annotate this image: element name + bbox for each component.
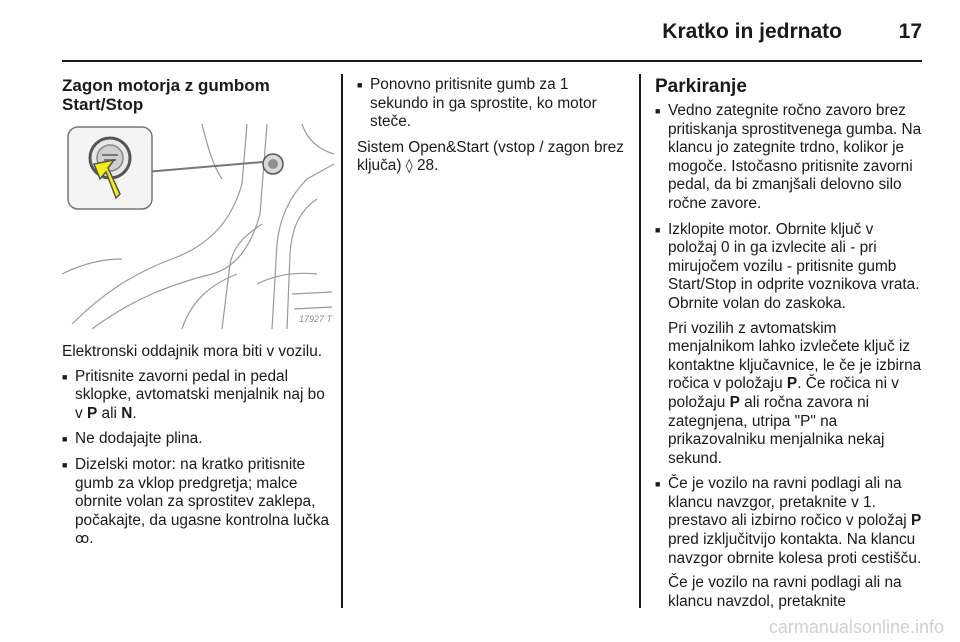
parking-heading: Parkiranje — [655, 76, 747, 97]
list-item: ■ Dizelski motor: na kratko pritisnite gumb za vklop predgretja; malce obrnite volan za sprostitev zaklepa, počakajte, da ugasne kontrolna lučka ꝏ. — [62, 456, 334, 549]
start-stop-heading: Zagon motorja z gumbom Start/Stop — [62, 76, 270, 114]
dashboard-drawing — [62, 124, 334, 329]
section-title: Kratko in jedrnato — [662, 20, 842, 43]
list-item: ■ Ne dodajajte plina. — [62, 430, 334, 449]
automatic-transmission-note: Pri vozilih z avtomatskim menjalnikom lahko izvlečete ključ iz kontaktne ključavnice, le če je izbirna ročica v položaju P. Če ročica ni v položaju P ali ročna zavora ni zategnjena, utripa "P" na prikazovalniku menjalnika nekaj sekund. — [668, 319, 922, 467]
figure-id: 17927 T — [298, 314, 332, 325]
header-rule — [62, 60, 922, 62]
list-item: ■ Pritisnite zavorni pedal in pedal sklopke, avtomatski menjalnik naj bo v P ali N. — [62, 368, 334, 424]
preheat-lamp-icon: ꝏ — [75, 531, 90, 548]
open-start-reference: Sistem Open&Start (vstop / zagon brez ključa) ◊ 28. — [357, 138, 624, 175]
watermark: carmanualsonline.info — [768, 617, 944, 637]
column-3 — [655, 76, 925, 618]
page-number: 17 — [898, 20, 922, 43]
intro-text: Elektronski oddajnik mora biti v vozilu. — [62, 343, 323, 360]
list-item: ■ Če je vozilo na ravni podlagi ali na klancu navzgor, pretaknite v 1. prestavo ali izbirno ročico v položaj P pred izključitvijo kontakta. Na klancu navzgor obrnite kolesa proti cestišču. Če je vozilo na ravni podlagi ali na klancu navzdol, pretaknite — [655, 475, 925, 611]
column-2 — [357, 76, 629, 182]
list-item: ■ Vedno zategnite ročno zavoro brez pritiskanja sprostitvenega gumba. Na klancu jo zategnite trdno, kolikor je mogoče. Istočasno pritisnite zavorni pedal, da bi zmanjšali delovno silo ročne zavore. — [655, 102, 925, 214]
start-steps-list — [62, 368, 334, 549]
column-divider-2 — [639, 74, 641, 608]
page-reference-icon: ◊ — [405, 158, 413, 175]
start-button-illustration — [62, 124, 334, 329]
list-item: ■ Ponovno pritisnite gumb za 1 sekundo in ga sprostite, ko motor steče. — [357, 76, 629, 132]
downhill-note: Če je vozilo na ravni podlagi ali na klancu navzdol, pretaknite — [668, 574, 902, 610]
page-header — [0, 0, 960, 62]
parking-steps-list — [655, 102, 925, 611]
start-steps-continued — [357, 76, 629, 132]
list-item: ■ Izklopite motor. Obrnite ključ v položaj 0 in ga izvlecite ali - pri mirujočem vozilu - pritisnite gumb Start/Stop in odprite voznikova vrata. Obrnite volan do zaskoka. Pri vozilih z avtomatskim menjalnikom lahko izvlečete ključ iz kontaktne ključavnice, le če je izbirna ročica v položaju P. Če ročica ni v položaju P ali ročna zavora ni zategnjena, utripa "P" na prikazovalniku menjalnika nekaj sekund. — [655, 221, 925, 469]
column-1 — [62, 76, 334, 556]
column-divider-1 — [341, 74, 343, 608]
